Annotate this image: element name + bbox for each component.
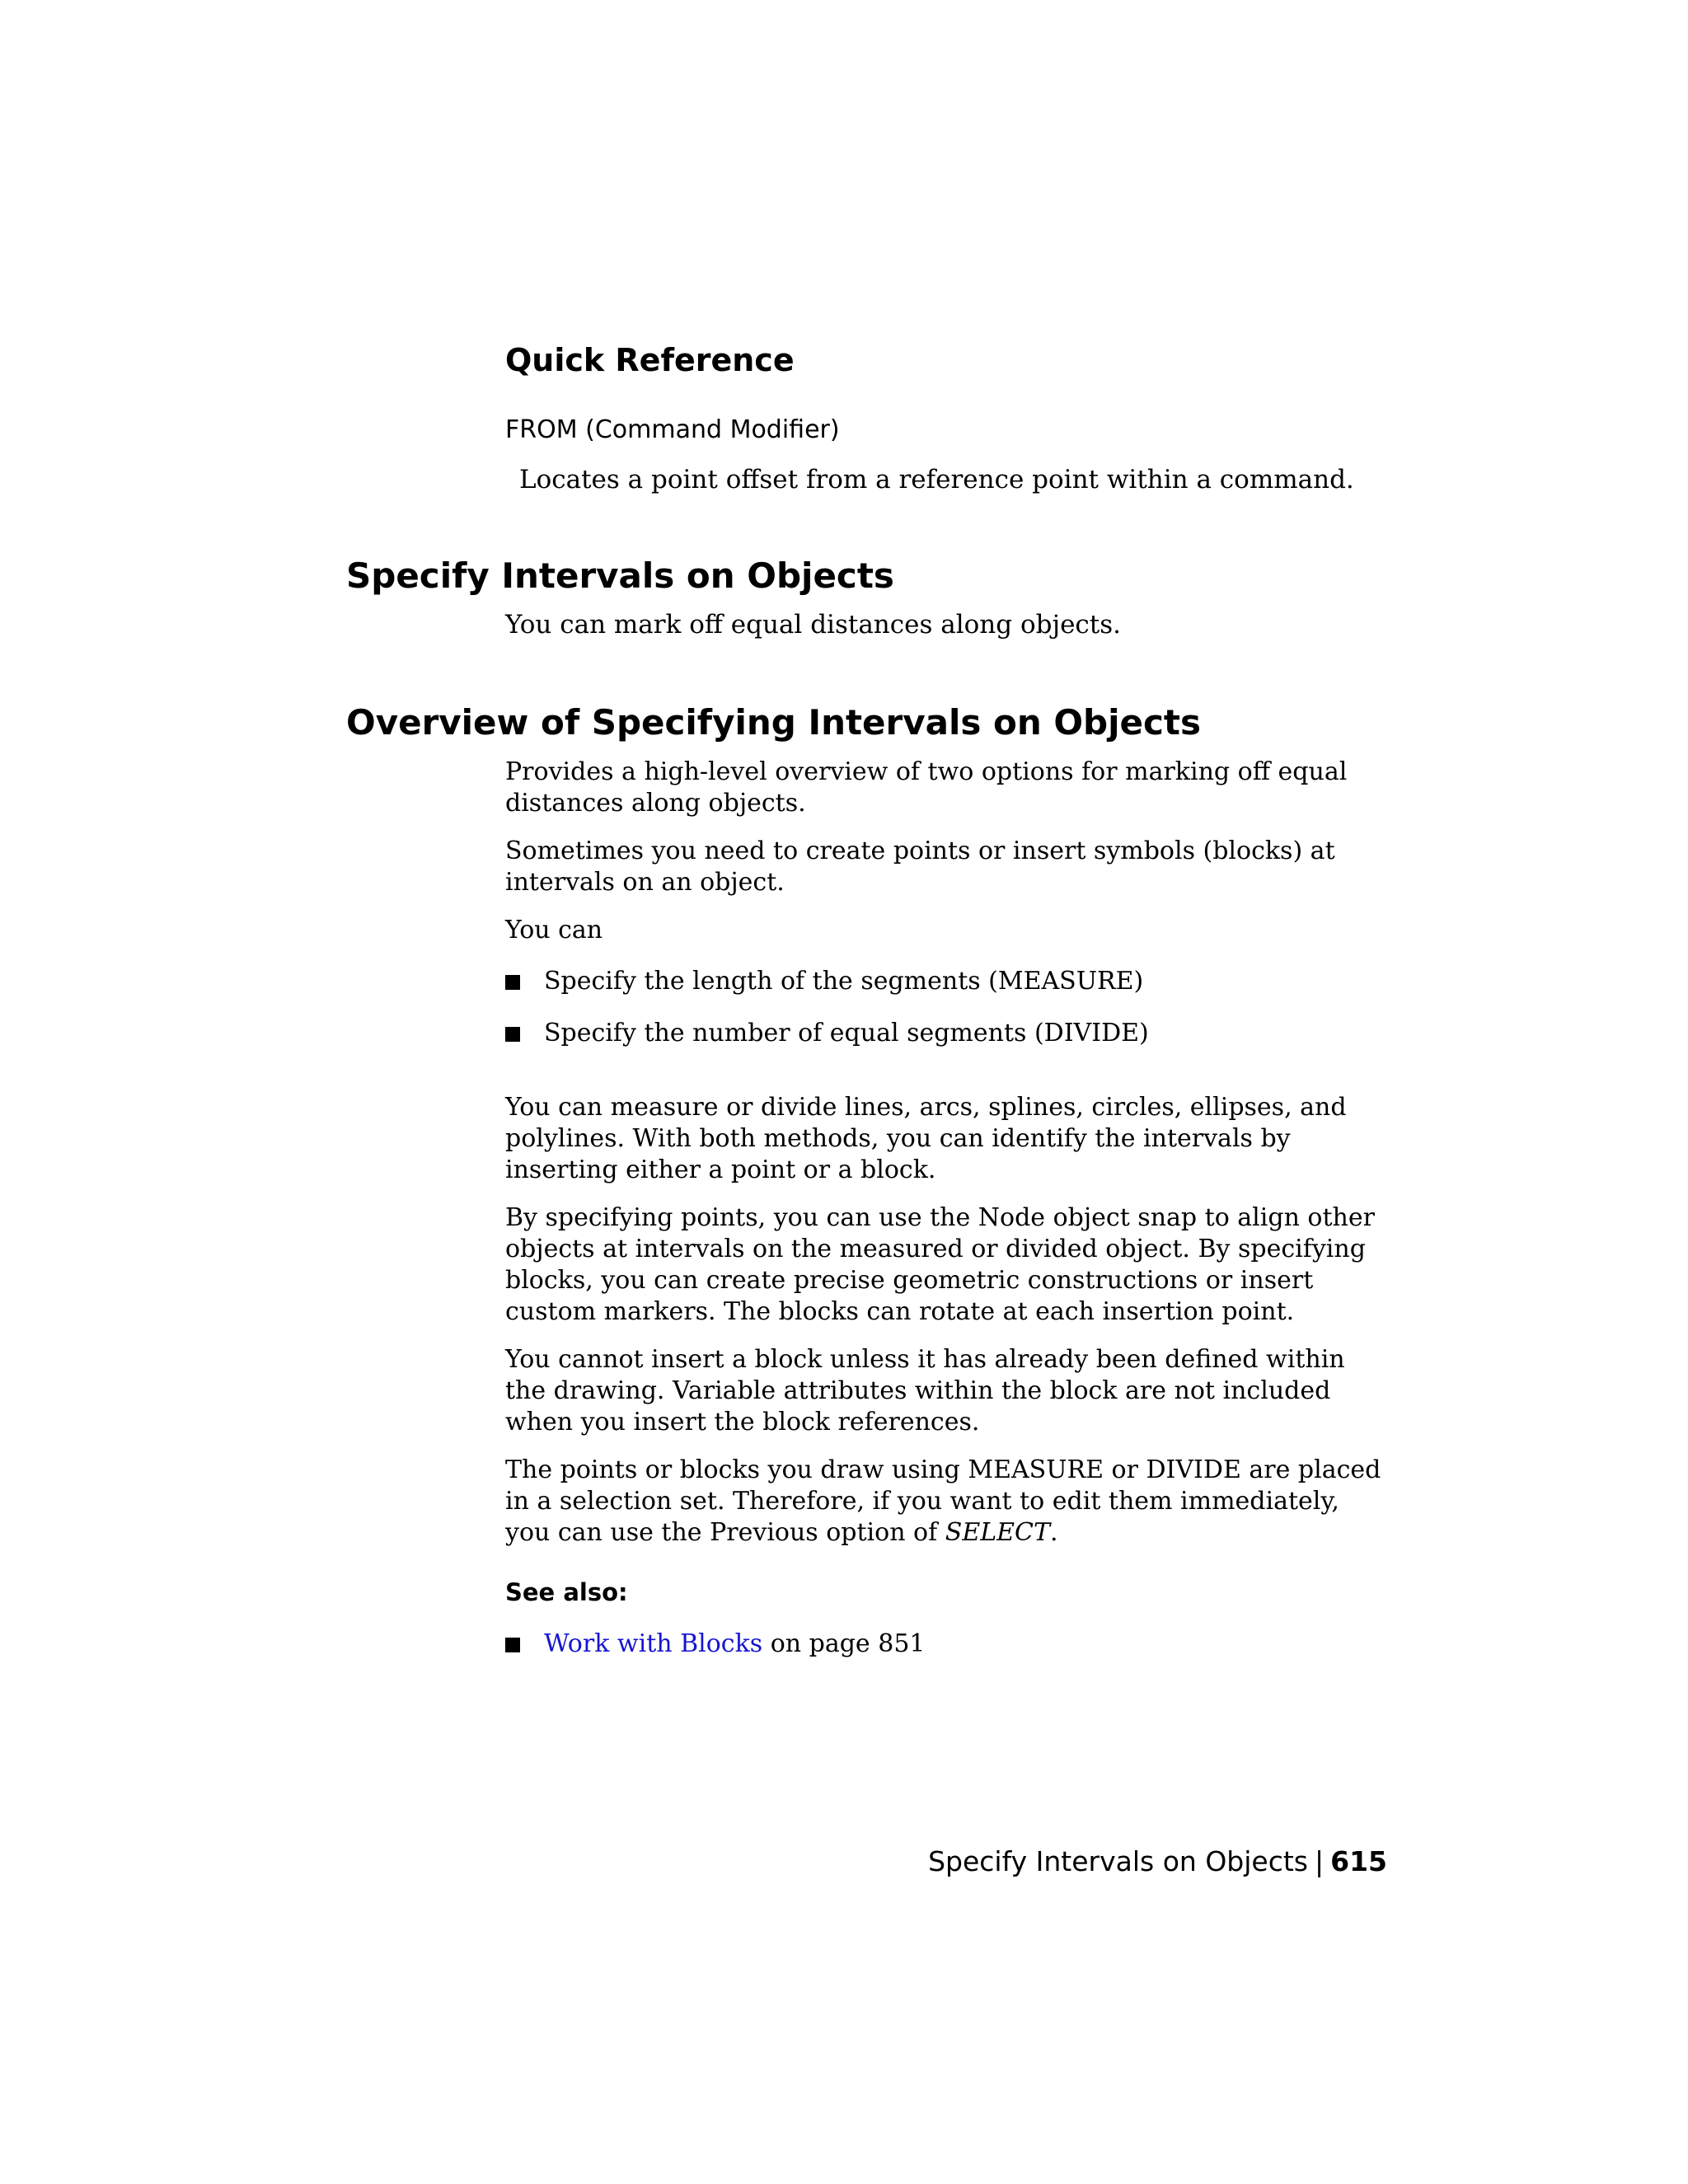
list-item xyxy=(505,1629,1387,1660)
paragraph-7-suffix: . xyxy=(1050,1518,1058,1547)
list-item xyxy=(505,1018,1387,1049)
paragraph-7-text: The points or blocks you draw using MEASURE or DIVIDE are placed in a selection set. Therefore, if you want to edit them immediately, you can use the Previous option of xyxy=(505,1455,1381,1547)
list-item-text: Specify the length of the segments (MEASURE) xyxy=(544,967,1144,996)
options-list xyxy=(505,966,1387,1049)
see-also-page-ref: on page 851 xyxy=(762,1629,926,1658)
quick-reference-command: FROM (Command Modifier) xyxy=(505,415,840,444)
see-also-list xyxy=(505,1629,1387,1660)
bullet-square-icon xyxy=(505,1027,520,1042)
overview-body xyxy=(505,757,1387,1680)
quick-reference-heading: Quick Reference xyxy=(505,342,795,378)
footer-title: Specify Intervals on Objects xyxy=(928,1845,1308,1877)
page-number: 615 xyxy=(1330,1845,1387,1877)
overview-paragraph-4: You can measure or divide lines, arcs, splines, circles, ellipses, and polylines. With both methods, you can identify the intervals by inserting either a point or a block. xyxy=(505,1093,1347,1184)
overview-paragraph-6: You cannot insert a block unless it has already been defined within the drawing. Variable attributes within the block are not included when you insert the block references. xyxy=(505,1345,1345,1436)
select-command-italic: SELECT xyxy=(945,1518,1051,1547)
overview-paragraph-2: Sometimes you need to create points or insert symbols (blocks) at intervals on an object. xyxy=(505,837,1335,897)
list-item-text: Specify the number of equal segments (DIVIDE) xyxy=(544,1019,1149,1047)
overview-paragraph-7 xyxy=(505,1455,1387,1549)
section-intro: You can mark off equal distances along objects. xyxy=(505,610,1122,640)
section-title: Specify Intervals on Objects xyxy=(346,555,894,596)
see-also-label: See also: xyxy=(505,1578,628,1606)
footer-separator: | xyxy=(1314,1845,1325,1877)
overview-paragraph-1: Provides a high-level overview of two options for marking off equal distances along objects. xyxy=(505,757,1348,818)
overview-paragraph-5: By specifying points, you can use the Node object snap to align other objects at intervals on the measured or divided object. By specifying blocks, you can create precise geometric constructions or insert custom markers. The blocks can rotate at each insertion point. xyxy=(505,1203,1375,1326)
bullet-square-icon xyxy=(505,1638,520,1652)
bullet-square-icon xyxy=(505,975,520,990)
overview-title: Overview of Specifying Intervals on Objects xyxy=(346,702,1201,743)
work-with-blocks-link[interactable]: Work with Blocks xyxy=(544,1629,763,1658)
quick-reference-description: Locates a point offset from a reference point within a command. xyxy=(519,465,1354,494)
overview-paragraph-3: You can xyxy=(505,916,603,944)
page-footer xyxy=(928,1843,1387,1881)
list-item xyxy=(505,966,1387,997)
